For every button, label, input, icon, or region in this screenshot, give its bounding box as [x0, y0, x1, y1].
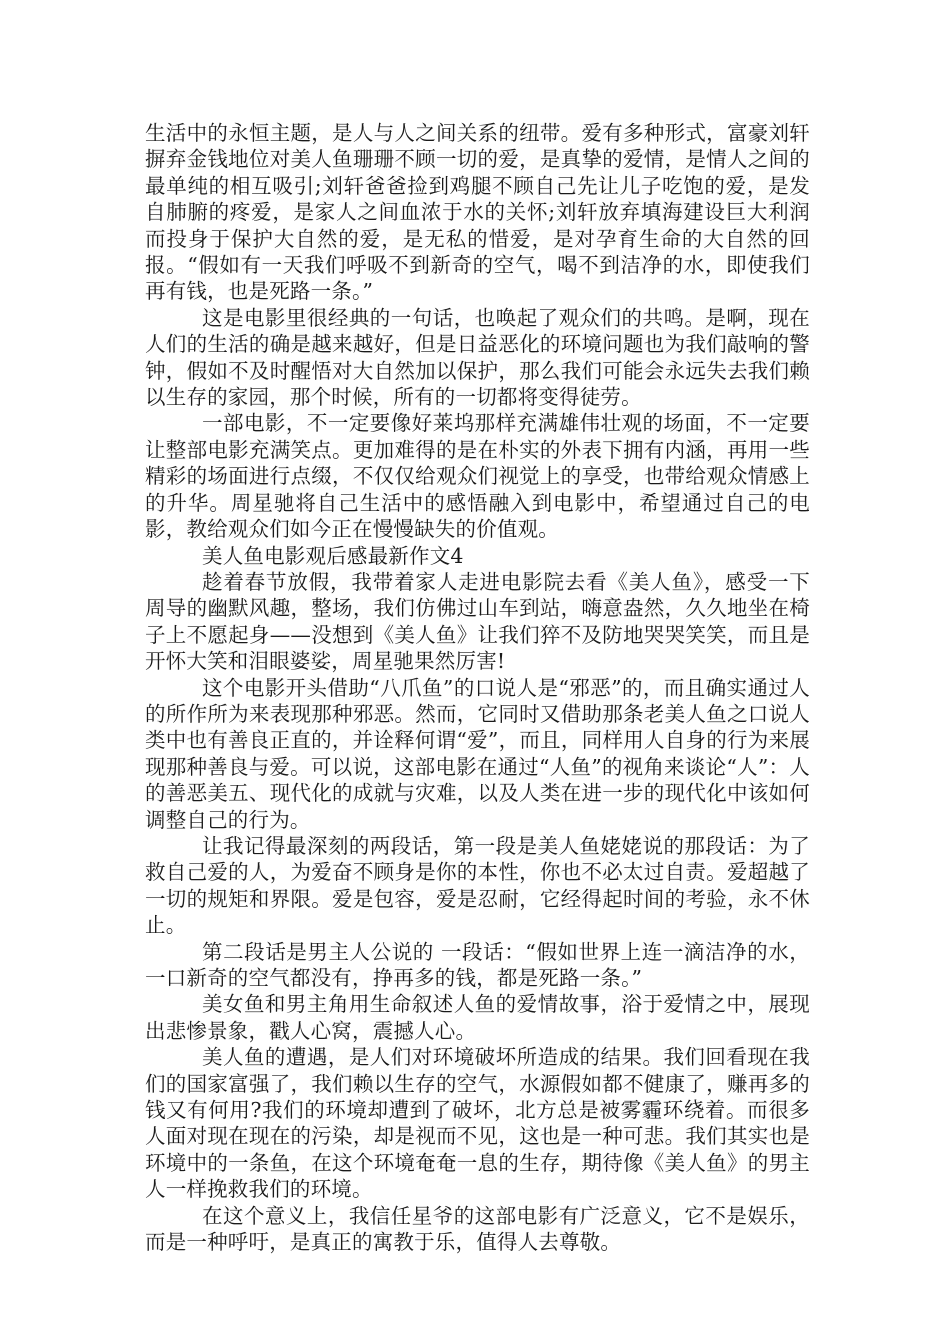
paragraph: 美人鱼的遭遇，是人们对环境破坏所造成的结果。我们回看现在我们的国家富强了，我们赖以生存的空气，水源假如都不健康了，赚再多的钱又有何用?我们的环境却遭到了破坏，北方总是被雾霾环绕着。而很多人面对现在现在的污染，却是视而不见，这也是一种可悲。我们其实也是环境中的一条鱼，在这个环境奄奄一息的生存，期待像《美人鱼》的男主人一样挽救我们的环境。 — [145, 1045, 810, 1202]
paragraph-continued: 生活中的永恒主题，是人与人之间关系的纽带。爱有多种形式，富豪刘轩摒弃金钱地位对美人鱼珊珊不顾一切的爱，是真挚的爱情，是情人之间的最单纯的相互吸引;刘轩爸爸捡到鸡腿不顾自己先让儿子吃饱的爱，是发自肺腑的疼爱，是家人之间血浓于水的关怀;刘轩放弃填海建设巨大利润而投身于保护大自然的爱，是无私的惜爱，是对孕育生命的大自然的回报。“假如有一天我们呼吸不到新奇的空气，喝不到洁净的水，即使我们再有钱，也是死路一条。” — [145, 121, 810, 304]
document-body — [145, 120, 810, 1255]
paragraph: 这是电影里很经典的一句话，也唤起了观众们的共鸣。是啊，现在人们的生活的确是越来越好，但是日益恶化的环境问题也为我们敲响的警钟，假如不及时醒悟对大自然加以保护，那么我们可能会永远失去我们赖以生存的家园，那个时候，所有的一切都将变得徒劳。 — [145, 305, 810, 410]
paragraph: 让我记得最深刻的两段话，第一段是美人鱼姥姥说的那段话：为了救自己爱的人，为爱奋不顾身是你的本性，你也不必太过自责。爱超越了一切的规矩和界限。爱是包容，爱是忍耐，它经得起时间的考验，永不休止。 — [145, 833, 810, 938]
paragraph: 在这个意义上，我信任星爷的这部电影有广泛意义，它不是娱乐，而是一种呼吁，是真正的寓教于乐，值得人去尊敬。 — [145, 1203, 810, 1255]
paragraph: 第二段话是男主人公说的 一段话：“假如世界上连一滴洁净的水，一口新奇的空气都没有，挣再多的钱，都是死路一条。” — [145, 939, 810, 990]
paragraph: 一部电影，不一定要像好莱坞那样充满雄伟壮观的场面，不一定要让整部电影充满笑点。更加难得的是在朴实的外表下拥有内涵，再用一些精彩的场面进行点缀，不仅仅给观众们视觉上的享受，也带给观众情感上的升华。周星驰将自己生活中的感悟融入到电影中，希望通过自己的电影，教给观众们如今正在慢慢缺失的价值观。 — [145, 411, 810, 542]
section-heading: 美人鱼电影观后感最新作文4 — [202, 543, 464, 568]
paragraph: 这个电影开头借助“八爪鱼”的口说人是“邪恶”的，而且确实通过人的所作所为来表现那种邪恶。然而，它同时又借助那条老美人鱼之口说人类中也有善良正直的，并诠释何谓“爱”，而且，同样用人自身的行为来展现那种善良与爱。可以说，这部电影在通过“人鱼”的视角来谈论“人”：人的善恶美五、现代化的成就与灾难，以及人类在进一步的现代化中该如何调整自己的行为。 — [145, 675, 810, 832]
paragraph: 趁着春节放假，我带着家人走进电影院去看《美人鱼》，感受一下周导的幽默风趣，整场，我们仿佛过山车到站，嗨意盎然，久久地坐在椅子上不愿起身——没想到《美人鱼》让我们猝不及防地哭哭笑笑，而且是开怀大笑和泪眼婆娑，周星驰果然厉害! — [145, 569, 810, 674]
paragraph: 美女鱼和男主角用生命叙述人鱼的爱情故事，浴于爱情之中，展现出悲惨景象，戳人心窝，震撼人心。 — [145, 992, 810, 1043]
